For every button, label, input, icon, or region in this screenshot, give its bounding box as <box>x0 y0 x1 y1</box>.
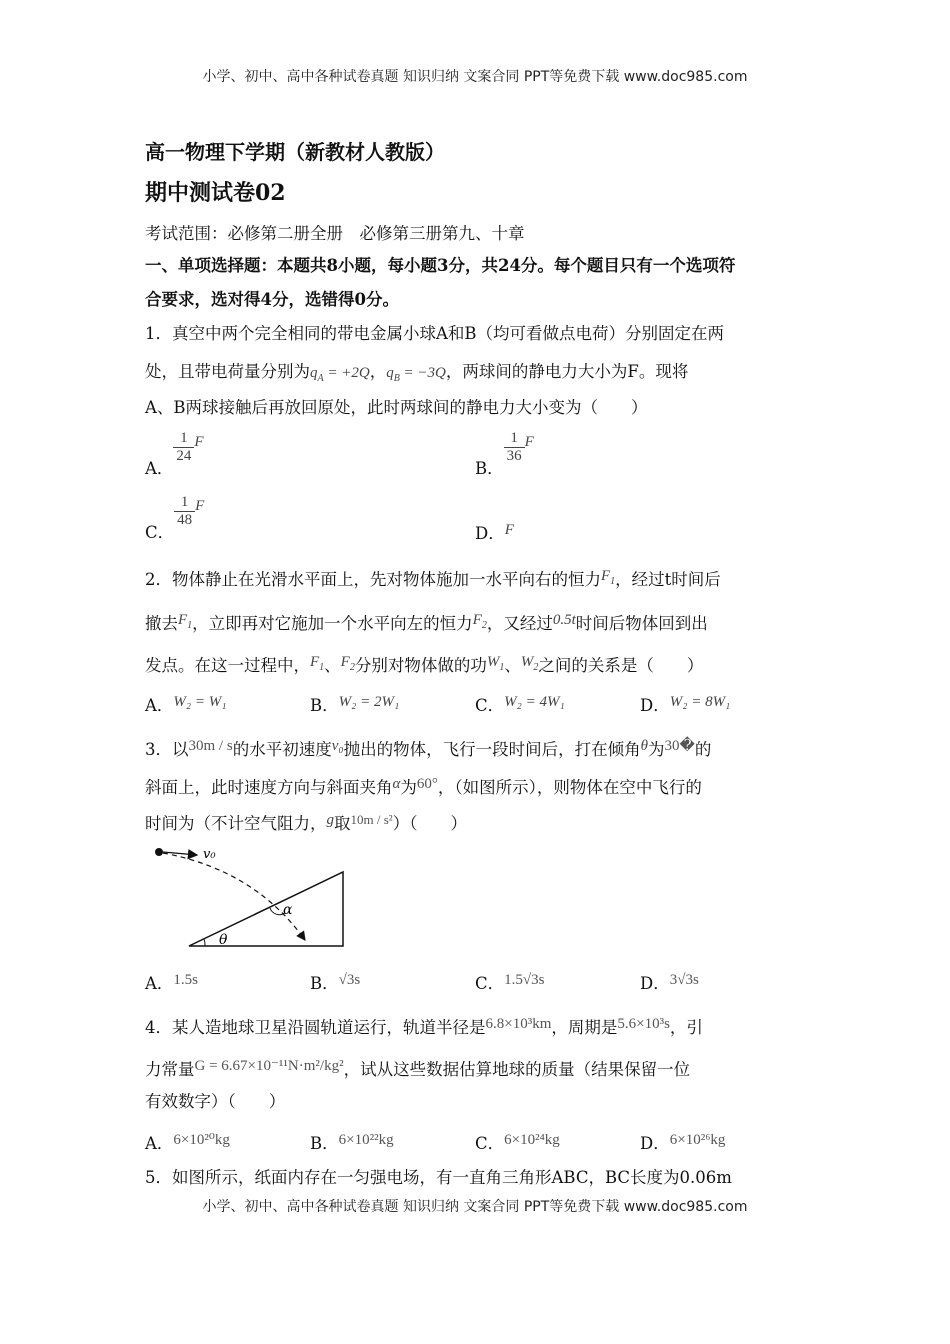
q3-option-b: B．√3s <box>310 972 361 993</box>
q2-line2: 撤去$F_1$，立即再对它施加一个水平向左的恒力$F_2$，又经过0.5t时间后物体回到出 <box>145 612 708 633</box>
q4-option-a: A．6×10²⁰kg <box>145 1132 230 1153</box>
q4-option-b: B．6×10²²kg <box>310 1132 394 1153</box>
q1-option-c: C． $\frac{1}{48}$ F <box>145 494 205 542</box>
fig-alpha-label: α <box>283 902 293 918</box>
q2-option-a: A．W₂ = W₁ <box>145 694 227 715</box>
q3-line1: 3．以30m / s的水平初速度v₀抛出的物体，飞行一段时间后，打在倾角θ为30�的 <box>145 738 712 759</box>
q4-line1: 4．某人造地球卫星沿圆轨道运行，轨道半径是6.8×10³km，周期是5.6×10³s，引 <box>145 1016 703 1037</box>
q1-qa: $q_A = +2Q$ <box>310 365 370 384</box>
exam-scope: 考试范围：必修第二册全册 必修第三册第九、十章 <box>145 224 525 243</box>
q4-option-c: C．6×10²⁴kg <box>475 1132 560 1153</box>
q1-line2: 处，且带电荷量分别为$q_A = +2Q$，$q_B = -3Q$，两球间的静电力大小为F。现将 <box>145 362 689 384</box>
ball <box>155 848 163 856</box>
q3-line2: 斜面上，此时速度方向与斜面夹角α为60°，（如图所示），则物体在空中飞行的 <box>145 776 702 797</box>
q3-line3: 时间为（不计空气阻力，g取$^{10m / s^2}$）（ ） <box>145 812 467 833</box>
incline-triangle <box>189 872 343 946</box>
q4-line2: 力常量G = 6.67×10⁻¹¹N·m²/kg²，试从这些数据估算地球的质量（结果保留一位 <box>145 1058 691 1079</box>
page-header: 小学、初中、高中各种试卷真题 知识归纳 文案合同 PPT等免费下载 www.doc985.com <box>202 69 748 85</box>
q1-option-a: A． $\frac{1}{24}$ F <box>145 430 204 478</box>
q4-option-d: D．6×10²⁶kg <box>640 1132 726 1153</box>
section1-line1: 一、单项选择题：本题共8小题，每小题3分，共24分。每个题目只有一个选项符 <box>145 256 736 275</box>
q4-line3: 有效数字）（ ） <box>145 1092 286 1111</box>
fig-theta-label: θ <box>219 932 228 948</box>
q3-option-c: C．1.5√3s <box>475 972 545 993</box>
q2-option-c: C．W₂ = 4W₁ <box>475 694 565 715</box>
q1-line1: 1．真空中两个完全相同的带电金属小球A和B（均可看做点电荷）分别固定在两 <box>145 324 725 343</box>
q3-option-d: D．3√3s <box>640 972 699 993</box>
trajectory <box>163 853 305 940</box>
theta-arc <box>204 939 205 946</box>
q1-qb: $q_B = -3Q$ <box>386 365 446 384</box>
q1-option-d: D．F <box>475 522 514 543</box>
q2-option-d: D．W₂ = 8W₁ <box>640 694 731 715</box>
q3-option-a: A．1.5s <box>145 972 199 993</box>
page-footer: 小学、初中、高中各种试卷真题 知识归纳 文案合同 PPT等免费下载 www.doc985.com <box>202 1199 748 1215</box>
q3-figure <box>145 840 355 952</box>
q2-option-b: B．W₂ = 2W₁ <box>310 694 400 715</box>
v0-arrow <box>163 852 197 855</box>
q2-line1: 2．物体静止在光滑水平面上，先对物体施加一水平向右的恒力$F_1$，经过t时间后 <box>145 568 721 589</box>
doc-title: 高一物理下学期（新教材人教版） <box>145 140 445 164</box>
doc-subtitle: 期中测试卷02 <box>145 180 286 206</box>
q1-option-b: B． $\frac{1}{36}$ F <box>475 430 534 478</box>
q5-line1: 5．如图所示，纸面内存在一匀强电场，有一直角三角形ABC，BC长度为0.06m <box>145 1168 732 1187</box>
q1-line3: A、B两球接触后再放回原处，此时两球间的静电力大小变为（ ） <box>145 398 648 417</box>
section1-line2: 合要求，选对得4分，选错得0分。 <box>145 290 399 309</box>
q2-line3: 发点。在这一过程中，$F_1$、$F_2$分别对物体做的功$W_1$、$W_2$之间的关系是（ ） <box>145 654 704 675</box>
fig-v0-label: v₀ <box>203 847 216 862</box>
